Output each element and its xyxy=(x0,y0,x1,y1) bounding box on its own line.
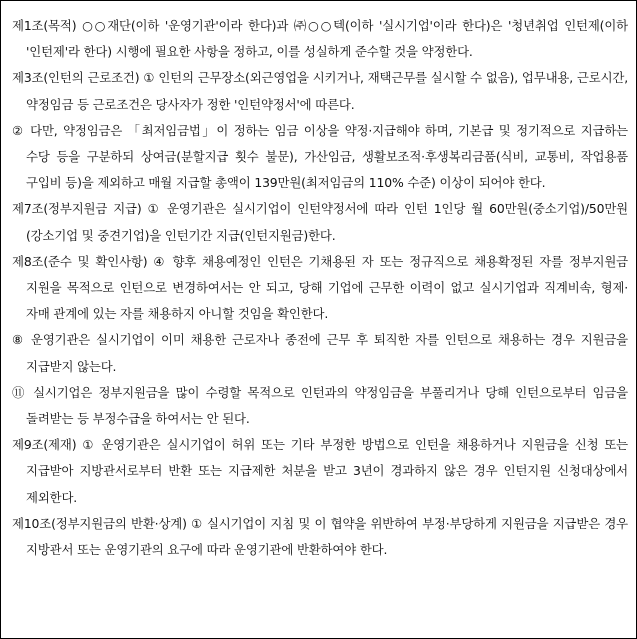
article-8-clause-8: ⑧ 운영기관은 실시기업이 이미 채용한 근로자나 종전에 근무 후 퇴직한 자를 인턴으로 채용하는 경우 지원금을 지급받지 않는다. xyxy=(12,332,628,374)
article-3-clause-2-wage: ② 다만, 약정임금은 「최저임금법」이 정하는 임금 이상을 약정·지급해야 하며, 기본급 및 정기적으로 지급하는 수당 등을 구분하되 상여금(분할지급 횟수 불문), 가산임금, 생활보조적·후생복리금품(식비, 교통비, 작업용품 구입비 등)을 제외하고 매월 지급할 총액이 139만원(최저임금의 110% 수준) 이상이 되어야 한다. xyxy=(12,122,628,191)
article-9-sanctions: 제9조(제재) ① 운영기관은 실시기업이 허위 또는 기타 부정한 방법으로 인턴을 채용하거나 지원금을 신청 또는 지급받아 지방관서로부터 반환 또는 지급제한 처분을 받고 3년이 경과하지 않은 경우 인턴지원 신청대상에서 제외한다. xyxy=(12,437,628,505)
document-body xyxy=(12,13,628,563)
article-10-refund-offset: 제10조(정부지원금의 반환·상계) ① 실시기업이 지침 및 이 협약을 위반하여 부정·부당하게 지원금을 지급받은 경우 지방관서 또는 운영기관의 요구에 따라 운영기관에 반환하여야 한다. xyxy=(12,515,628,558)
article-3-working-conditions: 제3조(인턴의 근로조건) ① 인턴의 근무장소(외근영업을 시키거나, 재택근무를 실시할 수 없음), 업무내용, 근로시간, 약정임금 등 근로조건은 당사자가 정한 '인턴약정서'에 따른다. xyxy=(12,70,628,112)
article-8-clause-11: ⑪ 실시기업은 정부지원금을 많이 수령할 목적으로 인턴과의 약정임금을 부풀리거나 당해 인턴으로부터 임금을 돌려받는 등 부정수급을 하여서는 안 된다. xyxy=(12,384,628,427)
article-8-compliance: 제8조(준수 및 확인사항) ④ 향후 채용예정인 인턴은 기채용된 자 또는 정규직으로 채용확정된 자를 정부지원금 지원을 목적으로 인턴으로 변경하여서는 안 되고, 당해 기업에 근무한 이력이 없고 실시기업과 직계비속, 형제·자매 관계에 있는 자를 채용하지 아니할 것임을 확인한다. xyxy=(12,253,628,322)
article-7-subsidy-payment: 제7조(정부지원금 지급) ① 운영기관은 실시기업이 인턴약정서에 따라 인턴 1인당 월 60만원(중소기업)/50만원(강소기업 및 중견기업)을 인턴기간 지급(인턴지원금)한다. xyxy=(12,201,628,243)
article-1-purpose: 제1조(목적) ○○재단(이하 '운영기관'이라 한다)과 ㈜○○텍(이하 '실시기업'이라 한다)은 '청년취업 인턴제(이하 '인턴제'라 한다) 시행에 필요한 사항을 정하고, 이를 성실하게 준수할 것을 약정한다. xyxy=(12,18,628,60)
